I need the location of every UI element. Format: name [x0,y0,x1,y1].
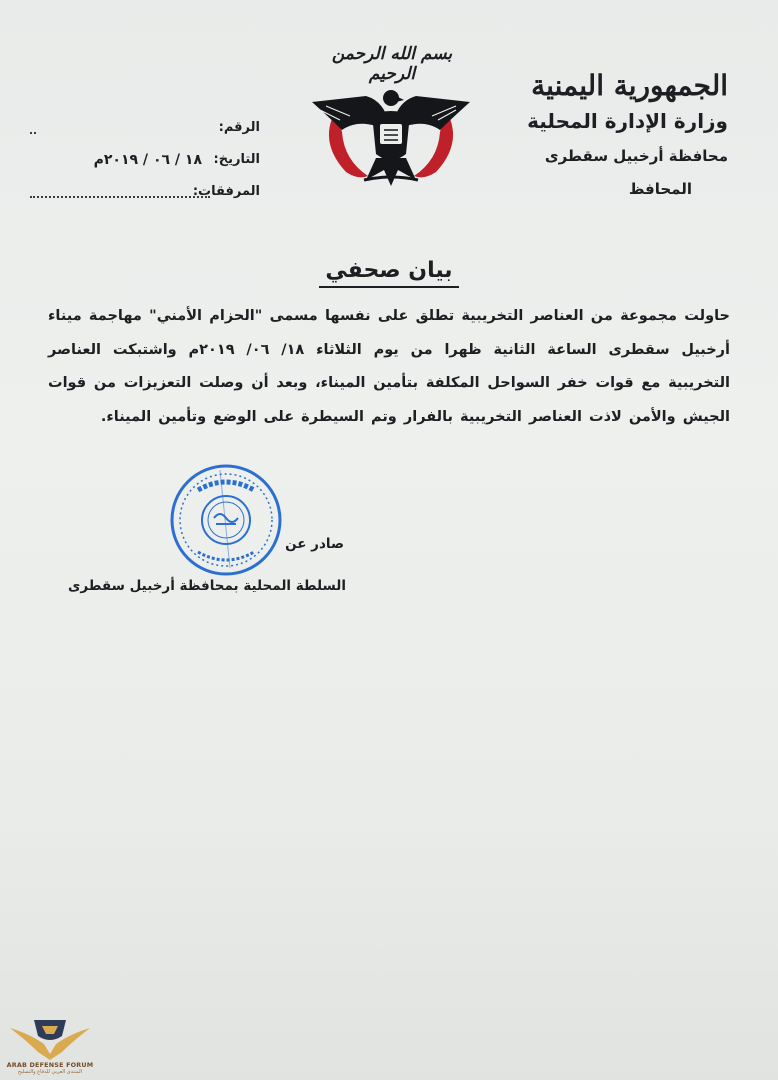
governor-title: المحافظ [628,180,692,198]
republic-name: الجمهورية اليمنية [531,69,728,102]
forum-subtitle: المنتدى العربي للدفاع والتسليح [17,1069,83,1075]
date-label: التاريخ: [213,152,260,167]
forum-logo-icon [6,1014,94,1062]
date-row [30,152,260,184]
number-row [30,120,260,152]
issuing-authority: السلطة المحلية بمحافظة أرخبيل سقطرى [68,578,346,594]
date-value: ١٨ / ٠٦ / ٢٠١٩م [93,152,202,168]
letterhead-right [488,66,728,202]
forum-name: ARAB DEFENSE FORUM [6,1061,94,1069]
attachments-label: المرفقات: [192,184,260,199]
document-title-text: بيان صحفي [319,258,458,288]
issued-by-label: صادر عن [285,536,344,552]
statement-body: حاولت مجموعة من العناصر التخريبية تطلق على نفسها مسمى "الحزام الأمني" مهاجمة ميناء أرخبيل سقطرى الساعة الثانية ظهرا من يوم الثلاثاء ١٨/ ٠٦/ ٢٠١٩م واشتبكت العناصر التخريبية مع قوات خفر السواحل المكلفة بتأمين الميناء، وبعد أن وصلت التعزيزات من قوات الجيش والأمن لاذت العناصر التخريبية بالفرار وتم السيطرة على الوضع وتأمين الميناء. [48,308,730,425]
attachments-dots [30,196,210,198]
number-label: الرقم: [218,120,260,135]
document-title [0,258,778,288]
number-dots [30,132,36,134]
attachments-row [30,184,260,216]
reference-block [30,120,260,216]
governorate-name: محافظة أرخبيل سقطرى [544,147,728,165]
forum-watermark [6,1014,94,1076]
basmala: بسم الله الرحمن الرحيم [331,44,453,84]
official-stamp-icon [168,462,284,578]
eagle-emblem-icon [306,80,476,200]
ministry-name: وزارة الإدارة المحلية [527,109,728,133]
